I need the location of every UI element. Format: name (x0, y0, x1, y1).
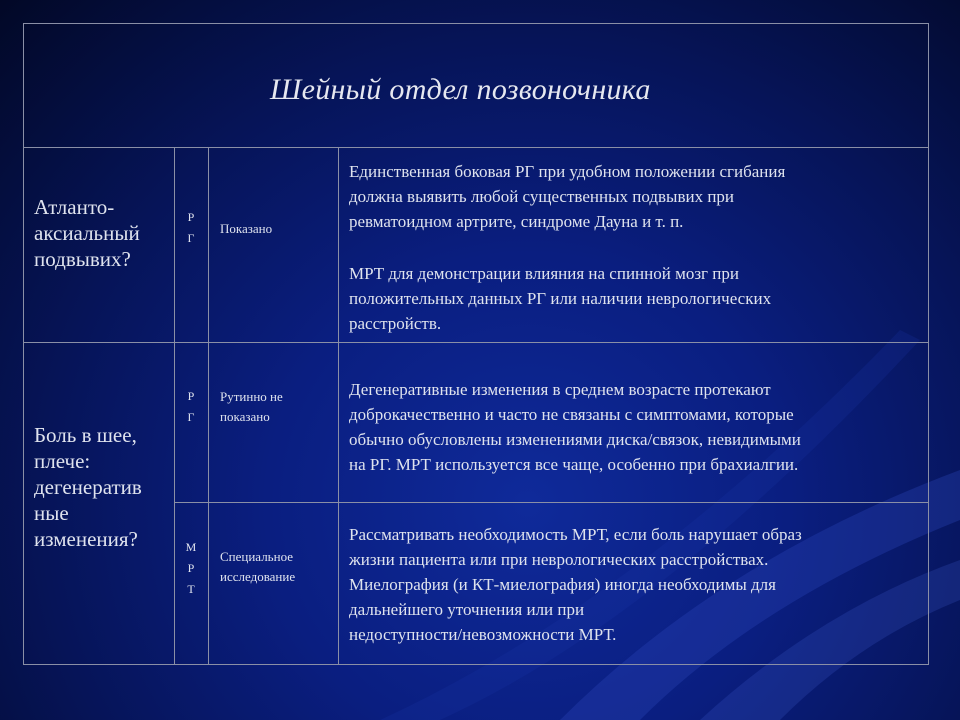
modality-letter: Р (187, 561, 195, 575)
status-cell (220, 387, 283, 427)
row-divider (24, 342, 928, 343)
table-divider (24, 147, 928, 148)
comment-paragraph: Единственная боковая РГ при удобном положении сгибания должна выявить любой существенных подвывих при ревматоидном артрите, синдроме Дауна и т. п. (349, 162, 786, 231)
status-line: Рутинно не (220, 389, 283, 404)
status-cell (220, 219, 272, 239)
modality-letter: Р (187, 389, 195, 403)
status-line: Специальное (220, 549, 293, 564)
comment-cell (349, 159, 785, 336)
status-line: Показано (220, 221, 273, 236)
condition-line: изменения? (34, 527, 138, 551)
comment-paragraph: Дегенеративные изменения в среднем возрасте протекают доброкачественно и часто не связаны с симптомами, которые обычно обусловлены изменениями диска/связок, невидимыми на РГ. МРТ используется все чаще, особенно при брахиалгии. (349, 380, 801, 474)
condition-line: аксиальный (34, 221, 140, 245)
modality-letter: Т (187, 582, 195, 596)
status-line: исследование (220, 569, 296, 584)
content-table (23, 23, 929, 665)
condition-line: Атланто- (34, 195, 115, 219)
condition-line: дегенератив (34, 475, 142, 499)
modality-cell (181, 207, 201, 249)
status-cell (220, 547, 295, 587)
condition-line: плече: (34, 449, 91, 473)
status-line: показано (220, 409, 270, 424)
comment-paragraph: Рассматривать необходимость МРТ, если боль нарушает образ жизни пациента или при неврологических расстройствах. Миелография (и КТ-миелография) иногда необходимы для дальнейшего уточнения или при недоступности/невозможности МРТ. (349, 525, 802, 644)
modality-letter: М (185, 540, 197, 554)
slide-title: Шейный отдел позвоночника (270, 73, 651, 106)
condition-cell (34, 422, 142, 552)
column-divider (208, 147, 209, 664)
condition-line: ные (34, 501, 69, 525)
modality-letter: Г (187, 231, 195, 245)
title-area (24, 24, 928, 147)
modality-cell (181, 386, 201, 428)
modality-cell (181, 537, 201, 600)
condition-line: подвывих? (34, 247, 131, 271)
condition-line: Боль в шее, (34, 423, 137, 447)
modality-letter: Г (187, 410, 195, 424)
comment-paragraph: МРТ для демонстрации влияния на спинной мозг при положительных данных РГ или наличии неврологических расстройств. (349, 264, 772, 333)
column-divider (338, 147, 339, 664)
row-divider (174, 502, 928, 503)
condition-cell (34, 194, 140, 272)
modality-letter: Р (187, 210, 195, 224)
comment-cell (349, 522, 802, 647)
column-divider (174, 147, 175, 664)
comment-cell (349, 377, 801, 477)
